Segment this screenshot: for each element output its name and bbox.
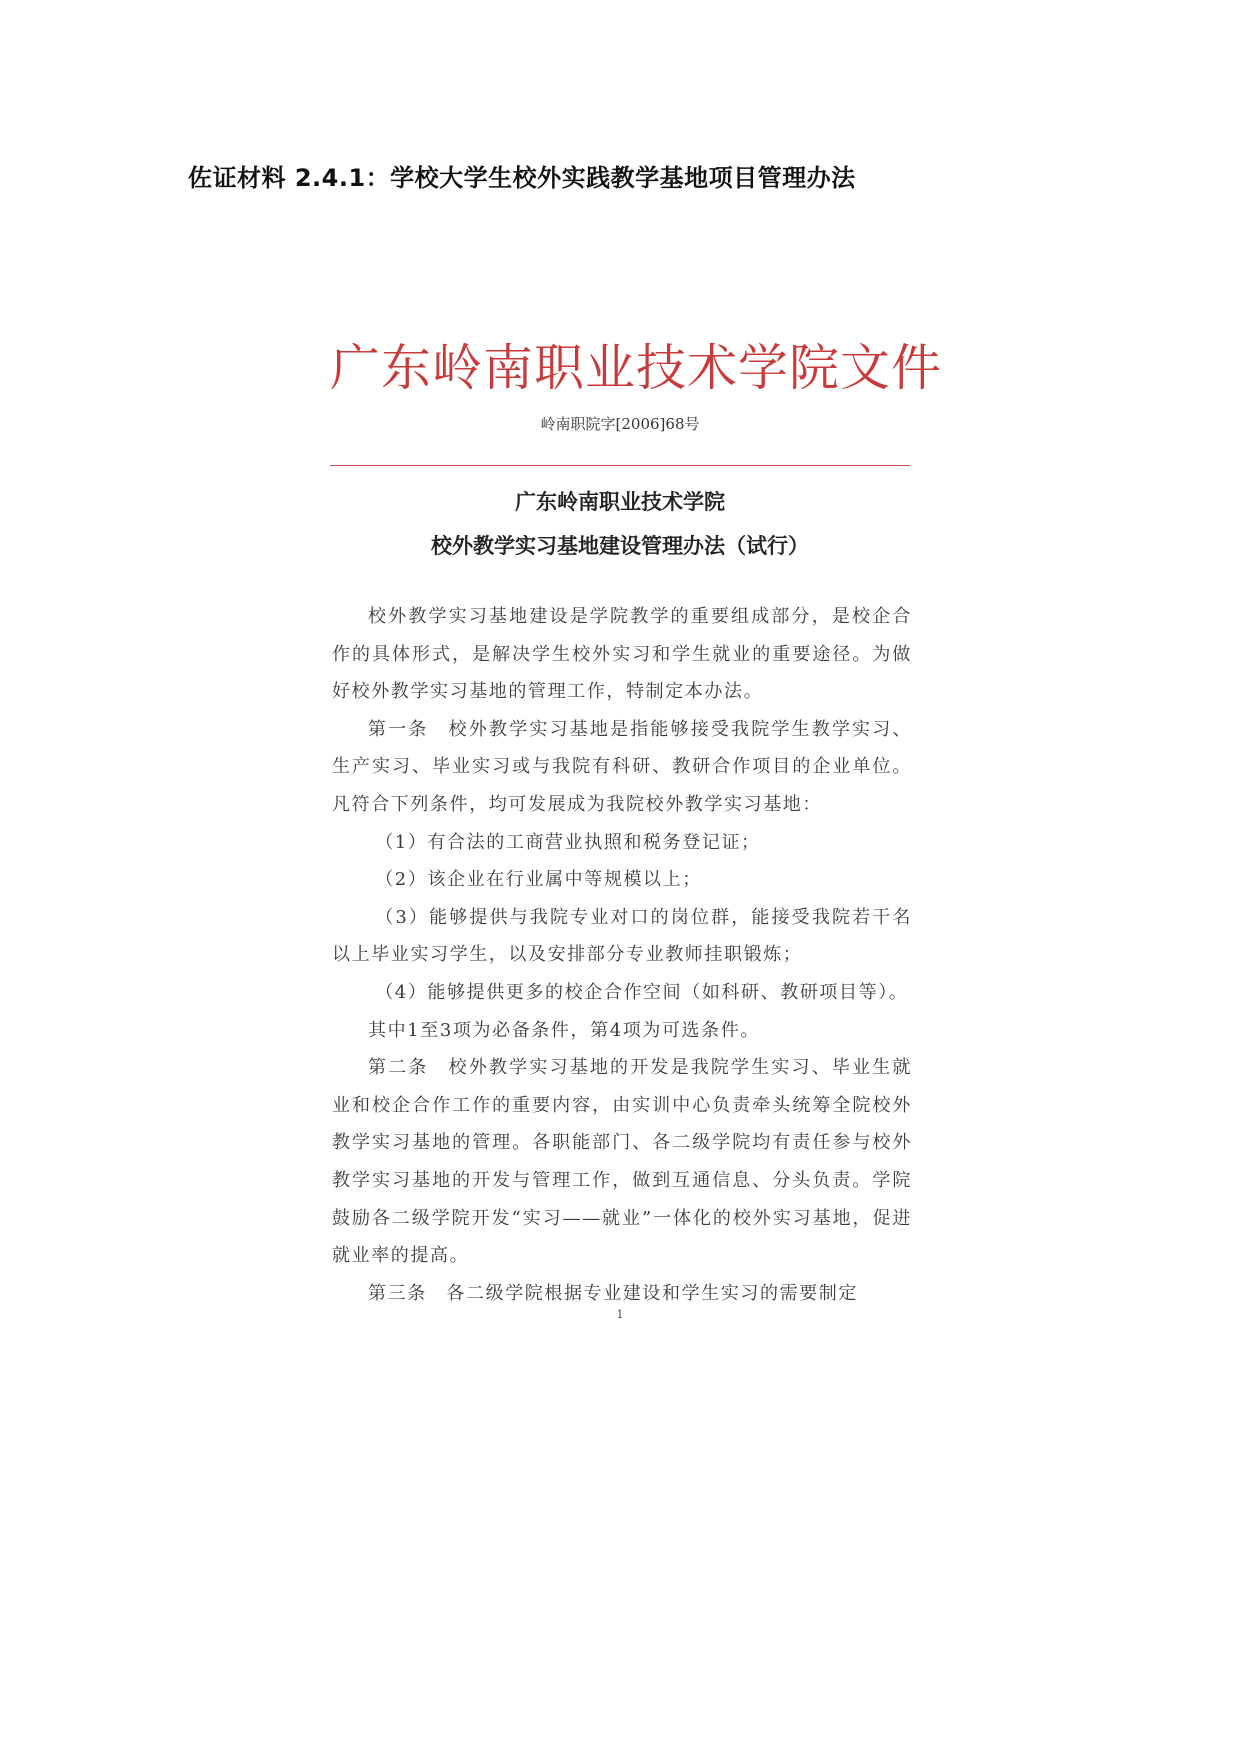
paragraph-condition-note: 其中1至3项为必备条件，第4项为可选条件。 <box>368 1019 760 1041</box>
document-header: 广东岭南职业技术学院文件 <box>330 339 942 397</box>
header-divider <box>330 465 910 466</box>
document-caption: 佐证材料 2.4.1：学校大学生校外实践教学基地项目管理办法 <box>188 164 856 192</box>
paragraph-condition-3: （3）能够提供与我院专业对口的岗位群，能接受我院若干名以上毕业实习学生，以及安排部分专业教师挂职锻炼； <box>332 906 912 966</box>
page-number: 1 <box>616 1308 624 1321</box>
paragraph-condition-4: （4）能够提供更多的校企合作空间（如科研、教研项目等）。 <box>375 981 909 1003</box>
scanned-document <box>300 300 940 1350</box>
document-title-line1: 广东岭南职业技术学院 <box>515 490 725 514</box>
document-body <box>332 598 912 1312</box>
paragraph-condition-1: （1）有合法的工商营业执照和税务登记证； <box>375 831 761 853</box>
paragraph-article-1: 第一条 校外教学实习基地是指能够接受我院学生教学实习、生产实习、毕业实习或与我院有科研、教研合作项目的企业单位。凡符合下列条件，均可发展成为我院校外教学实习基地： <box>332 718 912 815</box>
paragraph-condition-2: （2）该企业在行业属中等规模以上； <box>375 869 702 891</box>
paragraph-article-3: 第三条 各二级学院根据专业建设和学生实习的需要制定 <box>368 1282 858 1304</box>
paragraph-intro: 校外教学实习基地建设是学院教学的重要组成部分，是校企合作的具体形式，是解决学生校外实习和学生就业的重要途径。为做好校外教学实习基地的管理工作，特制定本办法。 <box>332 606 912 703</box>
paragraph-article-2: 第二条 校外教学实习基地的开发是我院学生实习、毕业生就业和校企合作工作的重要内容，由实训中心负责牵头统筹全院校外教学实习基地的管理。各职能部门、各二级学院均有责任参与校外教学实习基地的开发与管理工作，做到互通信息、分头负责。学院鼓励各二级学院开发“实习——就业”一体化的校外实习基地，促进就业率的提高。 <box>332 1057 912 1267</box>
document-number: 岭南职院字[2006]68号 <box>540 415 700 433</box>
document-title-line2: 校外教学实习基地建设管理办法（试行） <box>431 534 809 558</box>
